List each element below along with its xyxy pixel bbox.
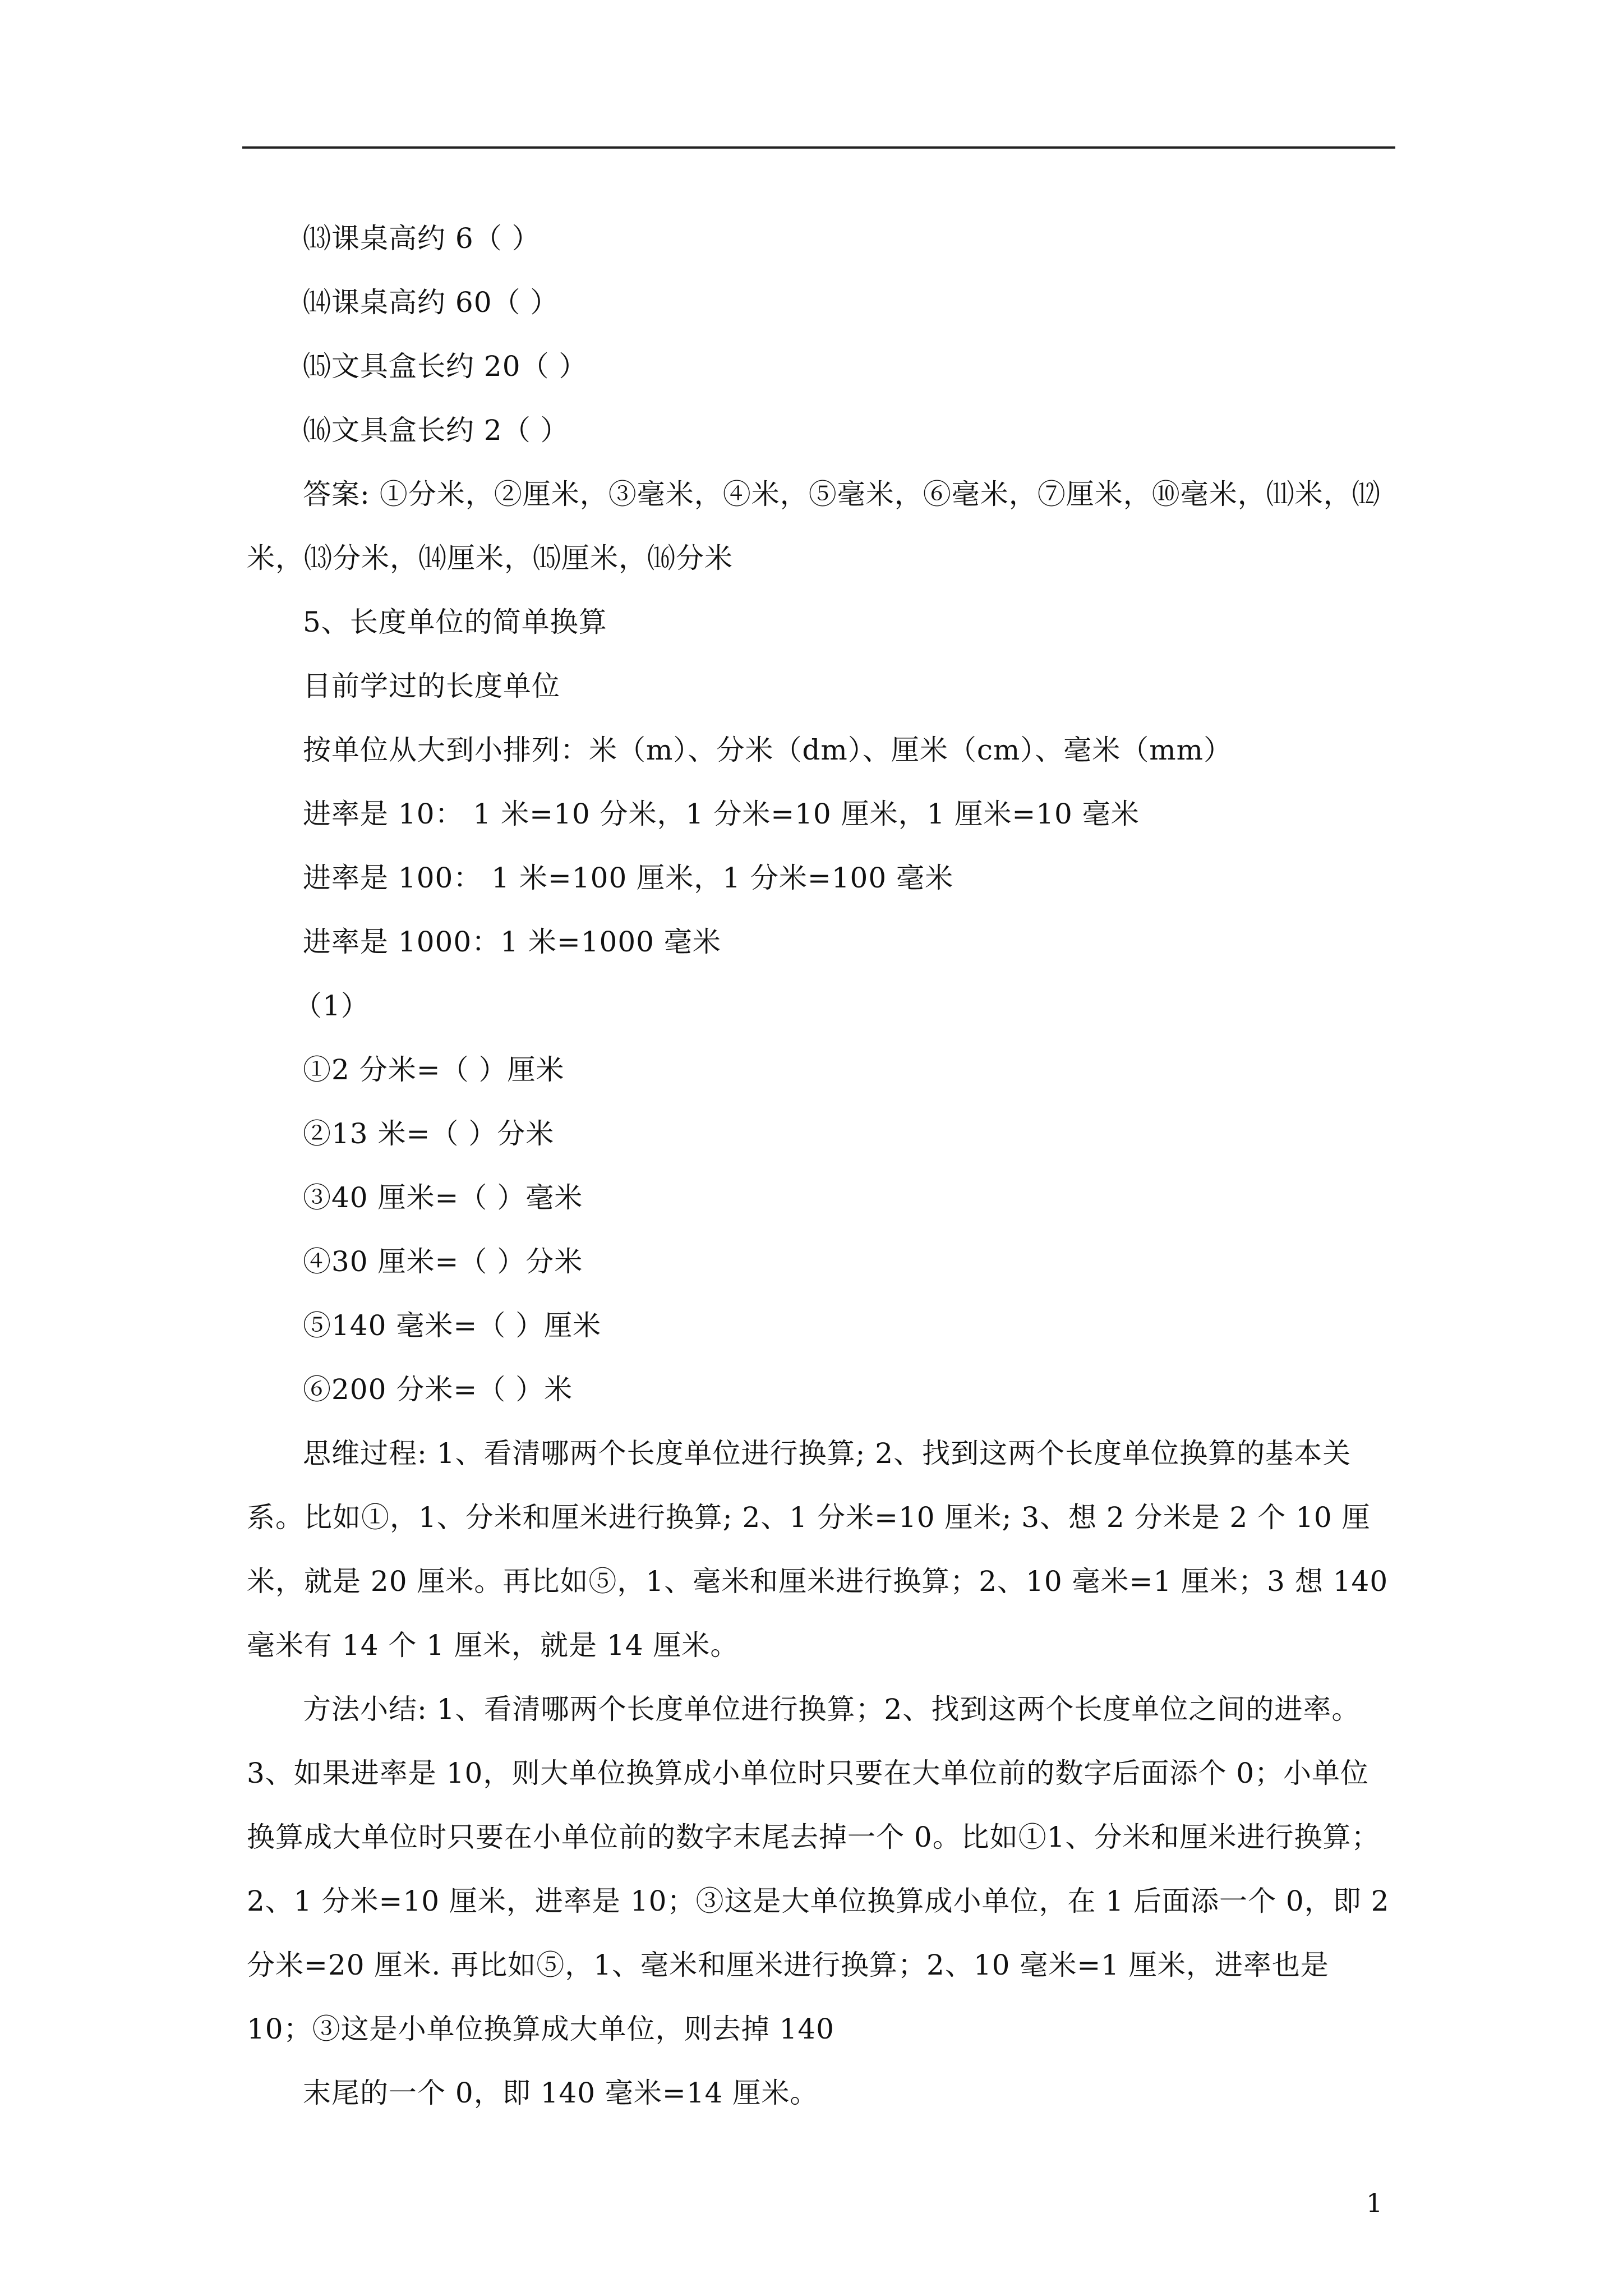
summary-paragraph: 方法小结: 1、看清哪两个长度单位进行换算；2、找到这两个长度单位之间的进率。3、如果进率是 10，则大单位换算成小单位时只要在大单位前的数字后面添个 0；小单位换算成大单位时只要在小单位前的数字末尾去掉一个 0。比如①1、分米和厘米进行换算；2、1 分米=10 厘米，进率是 10；③这是大单位换算成小单位，在 1 后面添一个 0，即 2 分米=20 厘米. 再比如⑤，1、毫米和厘米进行换算；2、10 毫米=1 厘米，进率也是 10；③这是小单位换算成大单位，则去掉 140 [247,1693,1390,2045]
exercise-number: （1） [294,990,370,1022]
rate-100: 进率是 100： 1 米=100 厘米，1 分米=100 毫米 [303,862,954,894]
final-line: 末尾的一个 0，即 140 毫米=14 厘米。 [303,2077,819,2109]
exercise-5: ⑤140 毫米=（ ）厘米 [303,1309,602,1342]
rate-10: 进率是 10： 1 米=10 分米，1 分米=10 厘米，1 厘米=10 毫米 [303,798,1140,830]
section-heading: 5、长度单位的简单换算 [303,606,607,638]
page-number: 1 [1366,2188,1383,2218]
rate-1000: 进率是 1000：1 米=1000 毫米 [303,926,721,958]
exercise-4: ④30 厘米=（ ）分米 [303,1245,583,1278]
exercise-3: ③40 厘米=（ ）毫米 [303,1181,583,1214]
thinking-paragraph: 思维过程: 1、看清哪两个长度单位进行换算; 2、找到这两个长度单位换算的基本关系。比如①，1、分米和厘米进行换算; 2、1 分米=10 厘米; 3、想 2 分米是 2 个 10 厘米，就是 20 厘米。再比如⑤，1、毫米和厘米进行换算；2、10 毫米=1 厘米；3 想 140 毫米有 14 个 1 厘米，就是 14 厘米。 [247,1437,1389,1662]
exercise-6: ⑥200 分米=（ ）米 [303,1373,573,1406]
answer-paragraph: 答案: ①分米，②厘米，③毫米，④米，⑤毫米，⑥毫米，⑦厘米，⑩毫米，⑾米，⑿米，⒀分米，⒁厘米，⒂厘米，⒃分米 [247,478,1381,574]
header-rule [242,146,1395,149]
exercise-1: ①2 分米=（ ）厘米 [303,1053,565,1086]
question-13: ⒀课桌高约 6（ ） [303,222,541,255]
exercise-2: ②13 米=（ ）分米 [303,1117,555,1150]
question-14: ⒁课桌高约 60（ ） [303,286,559,319]
question-16: ⒃文具盒长约 2（ ） [303,414,569,447]
question-15: ⒂文具盒长约 20（ ） [303,350,588,383]
units-intro: 目前学过的长度单位 [303,670,560,702]
units-order: 按单位从大到小排列：米（m）、分米（dm）、厘米（cm）、毫米（mm） [303,734,1233,766]
page-body [247,206,1393,2125]
